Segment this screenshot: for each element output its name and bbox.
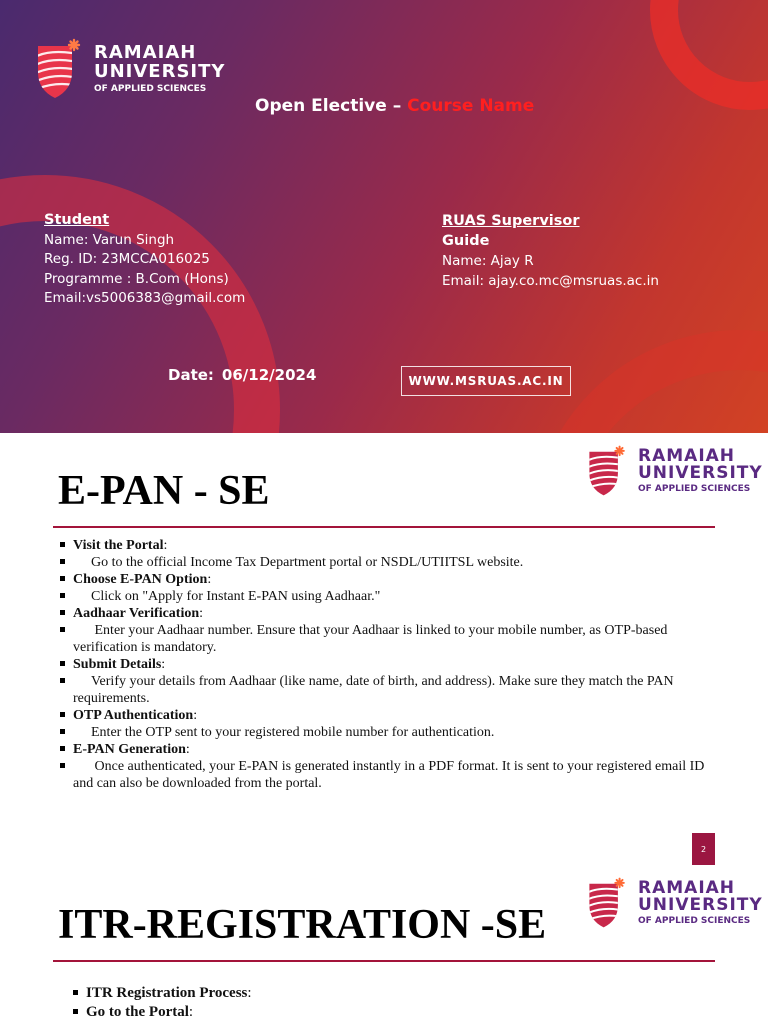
step-heading: Visit the Portal	[73, 538, 164, 553]
logo-line-ramaiah: RAMAIAH	[638, 878, 736, 898]
step-detail: Go to the official Income Tax Department portal or NSDL/UTIITSL website.	[91, 555, 524, 570]
step-heading: E-PAN Generation	[73, 742, 186, 757]
logo-line-applied-sciences: OF APPLIED SCIENCES	[638, 484, 751, 494]
student-reg-id: Reg. ID: 23MCCA016025	[44, 251, 210, 267]
student-name: Name: Varun Singh	[44, 231, 175, 248]
list-item: Choose E-PAN Option:	[60, 571, 720, 588]
university-logo	[586, 877, 763, 929]
step-heading: Choose E-PAN Option	[73, 572, 208, 587]
logo-line-ramaiah: RAMAIAH	[638, 446, 736, 466]
slide-title: ITR-REGISTRATION -SE	[58, 902, 547, 948]
logo-line-applied-sciences: OF APPLIED SCIENCES	[94, 84, 207, 94]
page-number-badge: 2	[692, 833, 715, 865]
ramaiah-emblem-icon	[586, 445, 628, 497]
logo-line-ramaiah: RAMAIAH	[94, 42, 197, 63]
logo-line-applied-sciences: OF APPLIED SCIENCES	[638, 916, 751, 926]
student-info	[44, 211, 245, 309]
step-heading: Aadhaar Verification	[73, 606, 200, 621]
title-divider	[53, 960, 715, 962]
list-item	[60, 673, 720, 707]
list-item	[73, 1003, 252, 1022]
decorative-ring-top	[650, 0, 768, 110]
supervisor-email: Email: ajay.co.mc@msruas.ac.in	[442, 273, 659, 289]
list-item: Visit the Portal:	[60, 537, 720, 554]
supervisor-info	[442, 211, 659, 291]
student-email: Email:vs5006383@gmail.com	[44, 290, 246, 306]
itr-slide	[0, 875, 768, 1024]
list-item	[60, 622, 720, 656]
ramaiah-emblem-icon	[586, 877, 628, 929]
course-name: Course Name	[407, 96, 535, 116]
list-item: E-PAN Generation:	[60, 741, 720, 758]
step-colon: :	[247, 985, 252, 1001]
date-value: 06/12/2024	[221, 366, 317, 384]
epan-steps-list	[60, 537, 720, 792]
supervisor-heading: RUAS Supervisor	[442, 213, 580, 229]
step-detail: Enter your Aadhaar number. Ensure that your Aadhaar is linked to your mobile number, as OTP-based verification is mandatory.	[73, 623, 668, 655]
logo-line-university: UNIVERSITY	[638, 463, 763, 483]
itr-steps-list	[73, 984, 252, 1022]
date-label: Date:	[168, 366, 214, 384]
step-detail: Enter the OTP sent to your registered mobile number for authentication.	[91, 725, 495, 740]
list-item	[73, 984, 252, 1003]
list-item: Submit Details:	[60, 656, 720, 673]
title-divider	[53, 526, 715, 528]
step-heading: Submit Details	[73, 657, 162, 672]
title-slide	[0, 0, 768, 433]
presentation-date	[168, 366, 316, 384]
slide-subtitle	[255, 96, 534, 116]
student-programme: Programme : B.Com (Hons)	[44, 270, 229, 287]
list-item: Aadhaar Verification:	[60, 605, 720, 622]
website-link[interactable]: WWW.MSRUAS.AC.IN	[401, 366, 571, 396]
logo-line-university: UNIVERSITY	[94, 61, 226, 82]
list-item	[60, 758, 720, 792]
list-item	[60, 724, 720, 741]
step-detail: Verify your details from Aadhaar (like name, date of birth, and address). Make sure they match the PAN requirements.	[73, 674, 674, 706]
step-heading: ITR Registration Process	[86, 985, 248, 1001]
epan-slide	[0, 433, 768, 875]
slide-title: E-PAN - SE	[58, 468, 270, 514]
list-item	[60, 588, 720, 605]
step-heading: OTP Authentication	[73, 708, 194, 723]
supervisor-subheading: Guide	[442, 233, 490, 249]
list-item: OTP Authentication:	[60, 707, 720, 724]
ramaiah-emblem-icon	[34, 38, 84, 100]
university-logo	[586, 445, 763, 497]
step-detail: Once authenticated, your E-PAN is generated instantly in a PDF format. It is sent to your registered email ID and can also be downloaded from the portal.	[73, 759, 705, 791]
step-colon: :	[188, 1004, 194, 1020]
logo-line-university: UNIVERSITY	[638, 895, 763, 915]
list-item	[60, 554, 720, 571]
step-heading: Go to the Portal	[86, 1004, 189, 1020]
student-heading: Student	[44, 212, 110, 228]
step-detail: Click on "Apply for Instant E-PAN using Aadhaar."	[91, 589, 381, 604]
supervisor-name: Name: Ajay R	[442, 253, 534, 269]
subtitle-prefix: Open Elective –	[255, 96, 408, 116]
university-logo	[34, 38, 225, 100]
